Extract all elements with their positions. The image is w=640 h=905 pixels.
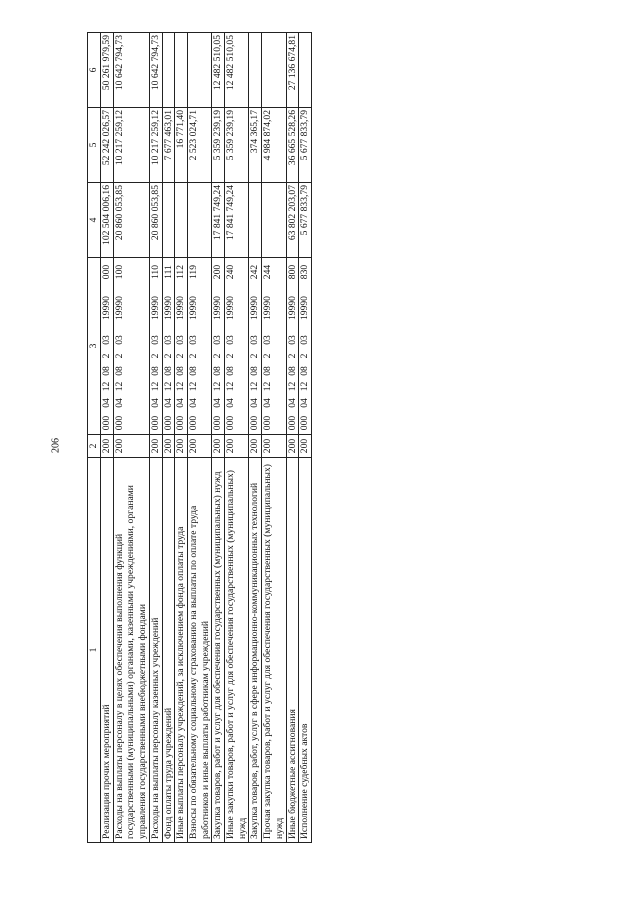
- code-part: 12: [175, 381, 187, 392]
- page-number: 206: [50, 438, 62, 453]
- code-part: 08: [286, 366, 298, 376]
- row-name: Расходы на выплаты персоналу казенных учреждений: [149, 458, 162, 843]
- code-part: 08: [212, 366, 224, 376]
- row-name: Реализация прочих мероприятий: [101, 458, 114, 843]
- table-body: [101, 33, 312, 843]
- code-part: 04: [101, 398, 112, 408]
- code-part: 03: [286, 335, 298, 345]
- row-column-2: 200: [299, 435, 312, 458]
- code-part: 000: [101, 264, 112, 280]
- table-row: [175, 33, 188, 843]
- row-amount-col5: 10 217 259,12: [149, 108, 162, 183]
- row-amount-col4: 20 860 053,85: [149, 183, 162, 258]
- code-part: 000: [113, 415, 125, 431]
- code-part: 12: [249, 381, 261, 392]
- row-amount-col5: 16 771,40: [175, 108, 188, 183]
- code-part: 03: [175, 335, 187, 345]
- code-part: 19990: [101, 296, 112, 320]
- code-part: 112: [175, 264, 187, 280]
- column-header: 6: [88, 33, 101, 108]
- row-code: [113, 258, 149, 435]
- row-amount-col6: [187, 33, 211, 108]
- code-part: 04: [262, 398, 274, 408]
- row-amount-col6: 10 642 794,73: [149, 33, 162, 108]
- code-part: 04: [212, 398, 224, 408]
- code-part: 12: [149, 381, 161, 392]
- code-part: 119: [187, 264, 199, 280]
- row-name: Закупка товаров, работ и услуг для обеспечения государственных (муниципальных) нужд: [212, 458, 225, 843]
- code-part: 08: [162, 366, 174, 376]
- row-amount-col6: [162, 33, 175, 108]
- code-part: 19990: [187, 296, 199, 320]
- row-amount-col6: [175, 33, 188, 108]
- row-amount-col6: 10 642 794,73: [113, 33, 149, 108]
- code-part: 2: [212, 353, 224, 359]
- code-part: 111: [162, 265, 174, 279]
- table-row: [113, 33, 149, 843]
- budget-table: [87, 32, 312, 843]
- code-part: 04: [175, 398, 187, 408]
- row-amount-col5: 36 665 528,26: [286, 108, 299, 183]
- header-row: [88, 33, 101, 843]
- row-name: Иные закупки товаров, работ и услуг для обеспечения государственных (муниципальных) нужд: [225, 458, 249, 843]
- row-name: Взносы по обязательному социальному страхованию на выплаты по оплате труда работников и иные выплаты работникам учреждений: [187, 458, 211, 843]
- code-part: 03: [225, 335, 237, 345]
- row-code: [149, 258, 162, 435]
- code-part: 200: [212, 264, 224, 280]
- code-part: 830: [299, 264, 311, 280]
- row-name: Иные бюджетные ассигнования: [286, 458, 299, 843]
- code-part: 2: [249, 353, 261, 359]
- table-row: [187, 33, 211, 843]
- code-part: 2: [286, 353, 298, 359]
- code-part: 000: [212, 415, 224, 431]
- code-part: 04: [113, 398, 125, 408]
- code-part: 08: [249, 366, 261, 376]
- row-amount-col4: [249, 183, 262, 258]
- code-part: 08: [149, 366, 161, 376]
- table-row: [212, 33, 225, 843]
- row-amount-col4: [175, 183, 188, 258]
- code-part: 244: [262, 264, 274, 280]
- row-code: [262, 258, 286, 435]
- row-amount-col5: 5 677 833,79: [299, 108, 312, 183]
- row-column-2: 200: [262, 435, 286, 458]
- row-amount-col4: 5 677 833,79: [299, 183, 312, 258]
- row-column-2: 200: [162, 435, 175, 458]
- row-code: [249, 258, 262, 435]
- code-part: 19990: [225, 296, 237, 320]
- code-part: 12: [299, 381, 311, 392]
- code-part: 19990: [212, 296, 224, 320]
- row-amount-col5: 5 359 239,19: [212, 108, 225, 183]
- code-part: 03: [299, 335, 311, 345]
- row-code: [212, 258, 225, 435]
- code-part: 08: [262, 366, 274, 376]
- code-part: 04: [249, 398, 261, 408]
- code-part: 12: [225, 381, 237, 392]
- row-name: Фонд оплаты труда учреждений: [162, 458, 175, 843]
- row-amount-col4: [262, 183, 286, 258]
- code-part: 000: [101, 415, 112, 431]
- row-amount-col5: 10 217 259,12: [113, 108, 149, 183]
- code-part: 12: [212, 381, 224, 392]
- code-part: 08: [175, 366, 187, 376]
- table-row: [101, 33, 114, 843]
- row-amount-col4: [162, 183, 175, 258]
- code-part: 19990: [286, 296, 298, 320]
- row-amount-col5: 374 365,17: [249, 108, 262, 183]
- row-column-2: 200: [187, 435, 211, 458]
- row-amount-col4: 63 802 203,07: [286, 183, 299, 258]
- code-part: 12: [162, 381, 174, 392]
- code-part: 03: [162, 335, 174, 345]
- code-part: 03: [187, 335, 199, 345]
- code-part: 2: [175, 353, 187, 359]
- row-amount-col6: 12 482 510,05: [212, 33, 225, 108]
- code-part: 2: [225, 353, 237, 359]
- code-part: 03: [212, 335, 224, 345]
- row-amount-col4: [187, 183, 211, 258]
- code-part: 000: [225, 415, 237, 431]
- row-name: Исполнение судебных актов: [299, 458, 312, 843]
- row-code: [101, 258, 114, 435]
- code-part: 12: [101, 381, 112, 392]
- row-name: Расходы на выплаты персоналу в целях обеспечения выполнения функций государственными (муниципальными) органами, казенными учреждениями, органами управления государственными внебюджетными фондами: [113, 458, 149, 843]
- code-part: 04: [225, 398, 237, 408]
- code-part: 19990: [162, 296, 174, 320]
- code-part: 19990: [249, 296, 261, 320]
- row-amount-col6: 27 136 674,81: [286, 33, 299, 108]
- column-header: 2: [88, 435, 101, 458]
- table-row: [249, 33, 262, 843]
- row-code: [162, 258, 175, 435]
- code-part: 04: [299, 398, 311, 408]
- row-amount-col6: [249, 33, 262, 108]
- code-part: 000: [299, 415, 311, 431]
- row-column-2: 200: [101, 435, 114, 458]
- row-code: [286, 258, 299, 435]
- code-part: 800: [286, 264, 298, 280]
- code-part: 2: [299, 353, 311, 359]
- code-part: 242: [249, 264, 261, 280]
- code-part: 2: [101, 353, 112, 359]
- column-header: 3: [88, 258, 101, 435]
- code-part: 12: [113, 381, 125, 392]
- code-part: 08: [101, 366, 112, 376]
- code-part: 08: [225, 366, 237, 376]
- code-part: 04: [149, 398, 161, 408]
- column-header: 1: [88, 458, 101, 843]
- table-row: [299, 33, 312, 843]
- code-part: 03: [249, 335, 261, 345]
- table-row: [162, 33, 175, 843]
- code-part: 04: [286, 398, 298, 408]
- row-name: Прочая закупка товаров, работ и услуг для обеспечения государственных (муниципальных) нужд: [262, 458, 286, 843]
- code-part: 2: [149, 353, 161, 359]
- row-amount-col4: 17 841 749,24: [212, 183, 225, 258]
- code-part: 19990: [175, 296, 187, 320]
- row-amount-col6: [299, 33, 312, 108]
- row-code: [187, 258, 211, 435]
- row-code: [299, 258, 312, 435]
- code-part: 000: [262, 415, 274, 431]
- table-row: [286, 33, 299, 843]
- code-part: 12: [286, 381, 298, 392]
- code-part: 2: [113, 353, 125, 359]
- row-amount-col6: 12 482 510,05: [225, 33, 249, 108]
- code-part: 19990: [113, 296, 125, 320]
- row-code: [175, 258, 188, 435]
- row-amount-col5: 7 677 463,01: [162, 108, 175, 183]
- rotated-page-content: [87, 33, 490, 843]
- row-column-2: 200: [286, 435, 299, 458]
- code-part: 03: [101, 335, 112, 345]
- column-header: 4: [88, 183, 101, 258]
- row-column-2: 200: [225, 435, 249, 458]
- code-part: 08: [299, 366, 311, 376]
- row-amount-col6: 50 261 979,59: [101, 33, 114, 108]
- row-amount-col5: 52 242 026,57: [101, 108, 114, 183]
- code-part: 08: [187, 366, 199, 376]
- code-part: 000: [187, 415, 199, 431]
- code-part: 000: [149, 415, 161, 431]
- row-column-2: 200: [175, 435, 188, 458]
- code-part: 110: [149, 264, 161, 280]
- row-column-2: 200: [212, 435, 225, 458]
- code-part: 19990: [262, 296, 274, 320]
- code-part: 100: [113, 264, 125, 280]
- code-part: 2: [162, 353, 174, 359]
- row-column-2: 200: [149, 435, 162, 458]
- code-part: 04: [162, 398, 174, 408]
- column-header: 5: [88, 108, 101, 183]
- code-part: 000: [175, 415, 187, 431]
- code-part: 12: [187, 381, 199, 392]
- code-part: 03: [149, 335, 161, 345]
- code-part: 03: [262, 335, 274, 345]
- code-part: 000: [249, 415, 261, 431]
- row-amount-col4: 20 860 053,85: [113, 183, 149, 258]
- row-amount-col5: 4 984 874,02: [262, 108, 286, 183]
- row-column-2: 200: [113, 435, 149, 458]
- row-code: [225, 258, 249, 435]
- code-part: 19990: [299, 296, 311, 320]
- row-name: Иные выплаты персоналу учреждений, за исключением фонда оплаты труда: [175, 458, 188, 843]
- table-row: [149, 33, 162, 843]
- code-part: 12: [262, 381, 274, 392]
- row-amount-col4: 17 841 749,24: [225, 183, 249, 258]
- code-part: 08: [113, 366, 125, 376]
- row-column-2: 200: [249, 435, 262, 458]
- table-row: [262, 33, 286, 843]
- row-amount-col5: 2 523 024,71: [187, 108, 211, 183]
- code-part: 240: [225, 264, 237, 280]
- row-amount-col4: 102 504 006,16: [101, 183, 114, 258]
- row-amount-col5: 5 359 239,19: [225, 108, 249, 183]
- row-name: Закупка товаров, работ, услуг в сфере информационно-коммуникационных технологий: [249, 458, 262, 843]
- table-row: [225, 33, 249, 843]
- code-part: 04: [187, 398, 199, 408]
- code-part: 19990: [149, 296, 161, 320]
- code-part: 000: [162, 415, 174, 431]
- code-part: 03: [113, 335, 125, 345]
- code-part: 2: [187, 353, 199, 359]
- row-amount-col6: [262, 33, 286, 108]
- code-part: 000: [286, 415, 298, 431]
- code-part: 2: [262, 353, 274, 359]
